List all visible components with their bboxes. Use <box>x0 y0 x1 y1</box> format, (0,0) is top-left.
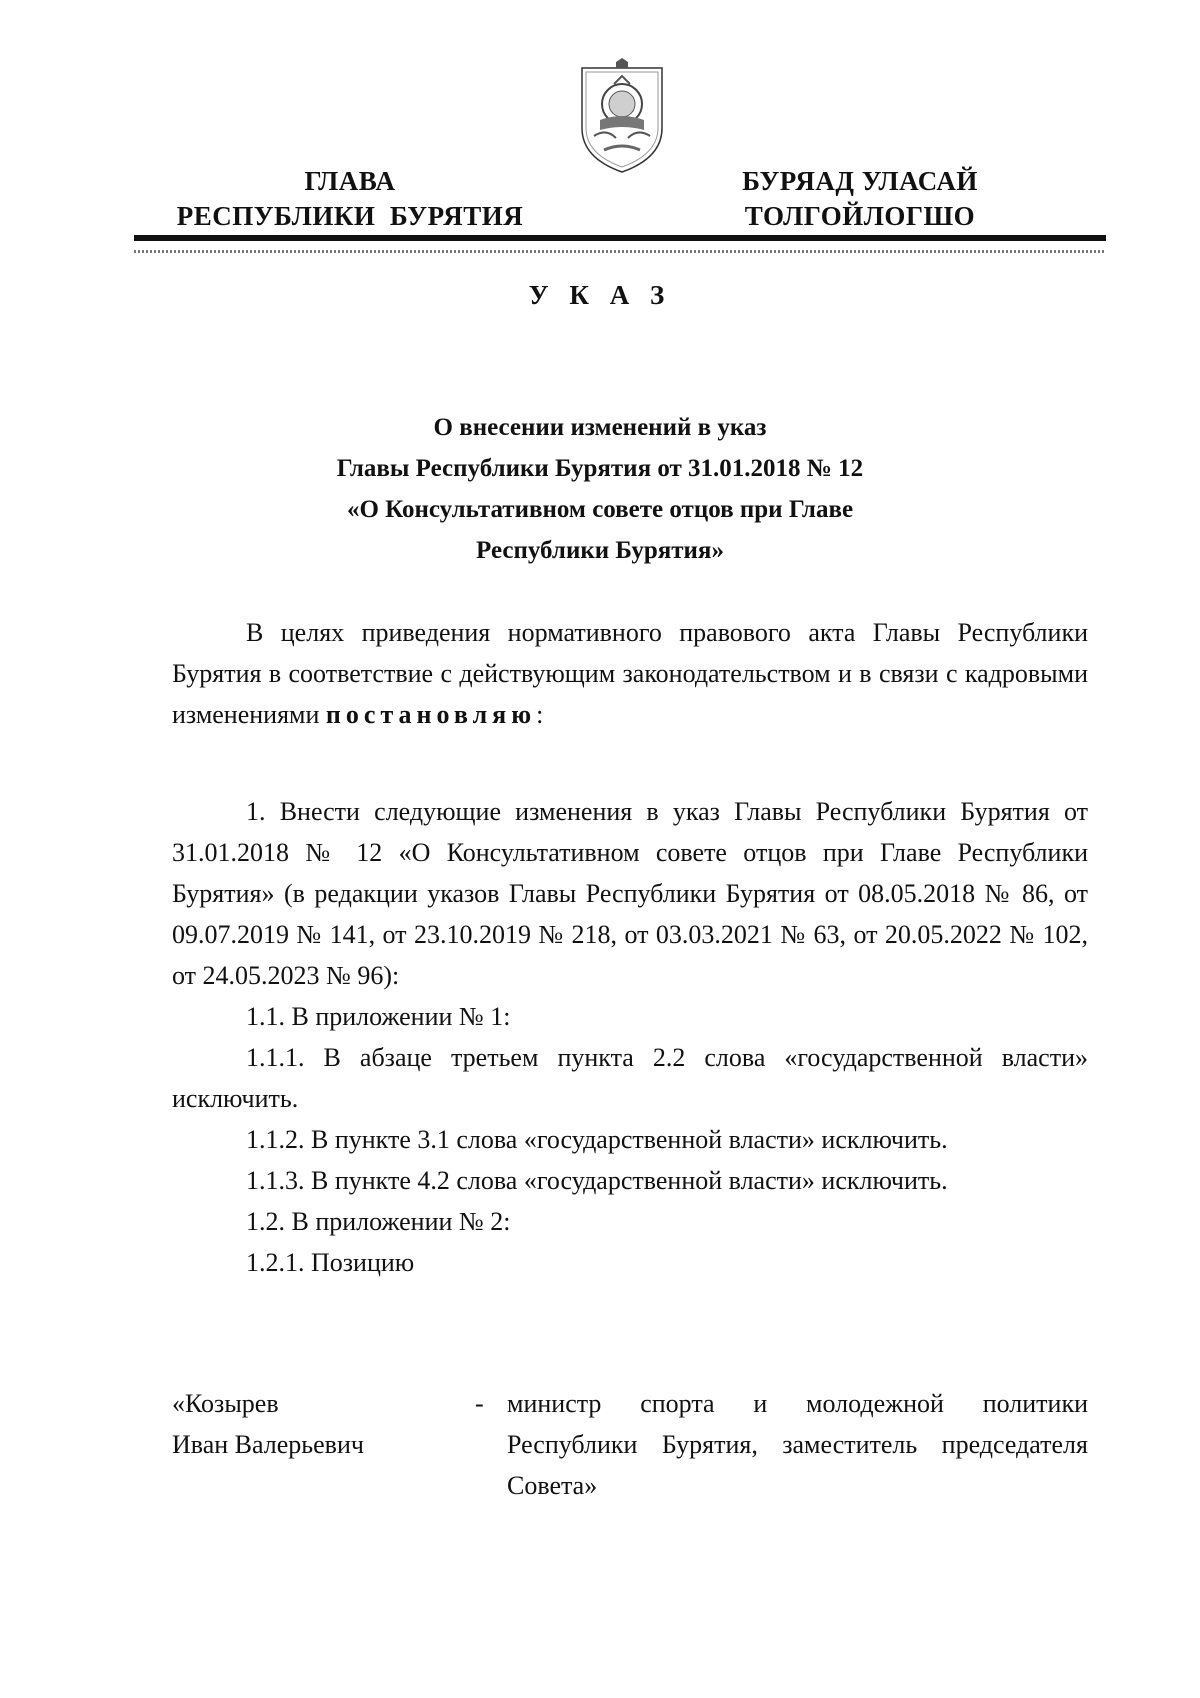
position-name <box>172 1383 452 1465</box>
items-list <box>172 791 1088 1283</box>
position-given-names: Иван Валерьевич <box>172 1430 364 1459</box>
item-1-2-1: 1.2.1. Позицию <box>246 1248 415 1277</box>
title-line-1: О внесении изменений в указ <box>433 414 767 441</box>
header-left <box>150 164 550 234</box>
preamble-end: : <box>536 700 544 729</box>
preamble-text: В целях приведения нормативного правового акта Главы Республики Бурятия в соответствие с действующим законодательством и в связи с кадровыми изменениями <box>172 618 1088 729</box>
header-left-line-1: ГЛАВА <box>304 166 396 196</box>
header-left-line-2: РЕСПУБЛИКИ БУРЯТИЯ <box>176 201 524 231</box>
header-right-line-1: БУРЯАД УЛАСАЙ <box>742 166 978 196</box>
preamble-emphasis: постановляю <box>325 700 537 729</box>
preamble-paragraph <box>172 612 1088 735</box>
header-divider-thick <box>134 235 1106 241</box>
header-divider-thin <box>134 250 1106 253</box>
header-right <box>690 164 1030 234</box>
item-1-1: 1.1. В приложении № 1: <box>246 1002 511 1031</box>
item-1: 1. Внести следующие изменения в указ Главы Республики Бурятия от 31.01.2018 № 12 «О Консультативном совете отцов при Главе Республики Бурятия» (в редакции указов Главы Республики Бурятия от 08.05.2018 № 86, от 09.07.2019 № 141, от 23.10.2019 № 218, от 03.03.2021 № 63, от 20.05.2022 № 102, от 24.05.2023 № 96): <box>172 797 1088 990</box>
document-type: У К А З <box>528 280 672 310</box>
position-dash: - <box>475 1389 484 1418</box>
title-line-4: Республики Бурятия» <box>476 537 724 564</box>
title-line-3: «О Консультативном совете отцов при Главе <box>346 496 854 523</box>
item-1-1-2: 1.1.2. В пункте 3.1 слова «государственной власти» исключить. <box>246 1125 948 1154</box>
title-line-2: Главы Республики Бурятия от 31.01.2018 № 12 <box>336 455 864 482</box>
preamble <box>172 612 1088 735</box>
item-1-1-3: 1.1.3. В пункте 4.2 слова «государственной власти» исключить. <box>246 1166 948 1195</box>
item-1-1-1: 1.1.1. В абзаце третьем пункта 2.2 слова «государственной власти» исключить. <box>172 1043 1088 1113</box>
position-description: министр спорта и молодежной политики Республики Бурятия, заместитель председателя Совета» <box>507 1389 1088 1500</box>
header-right-line-2: ТОЛГОЙЛОГШО <box>744 201 976 231</box>
position-surname: «Козырев <box>172 1389 279 1418</box>
coat-of-arms-icon <box>576 58 668 176</box>
document-title <box>250 407 950 571</box>
item-1-2: 1.2. В приложении № 2: <box>246 1207 511 1236</box>
